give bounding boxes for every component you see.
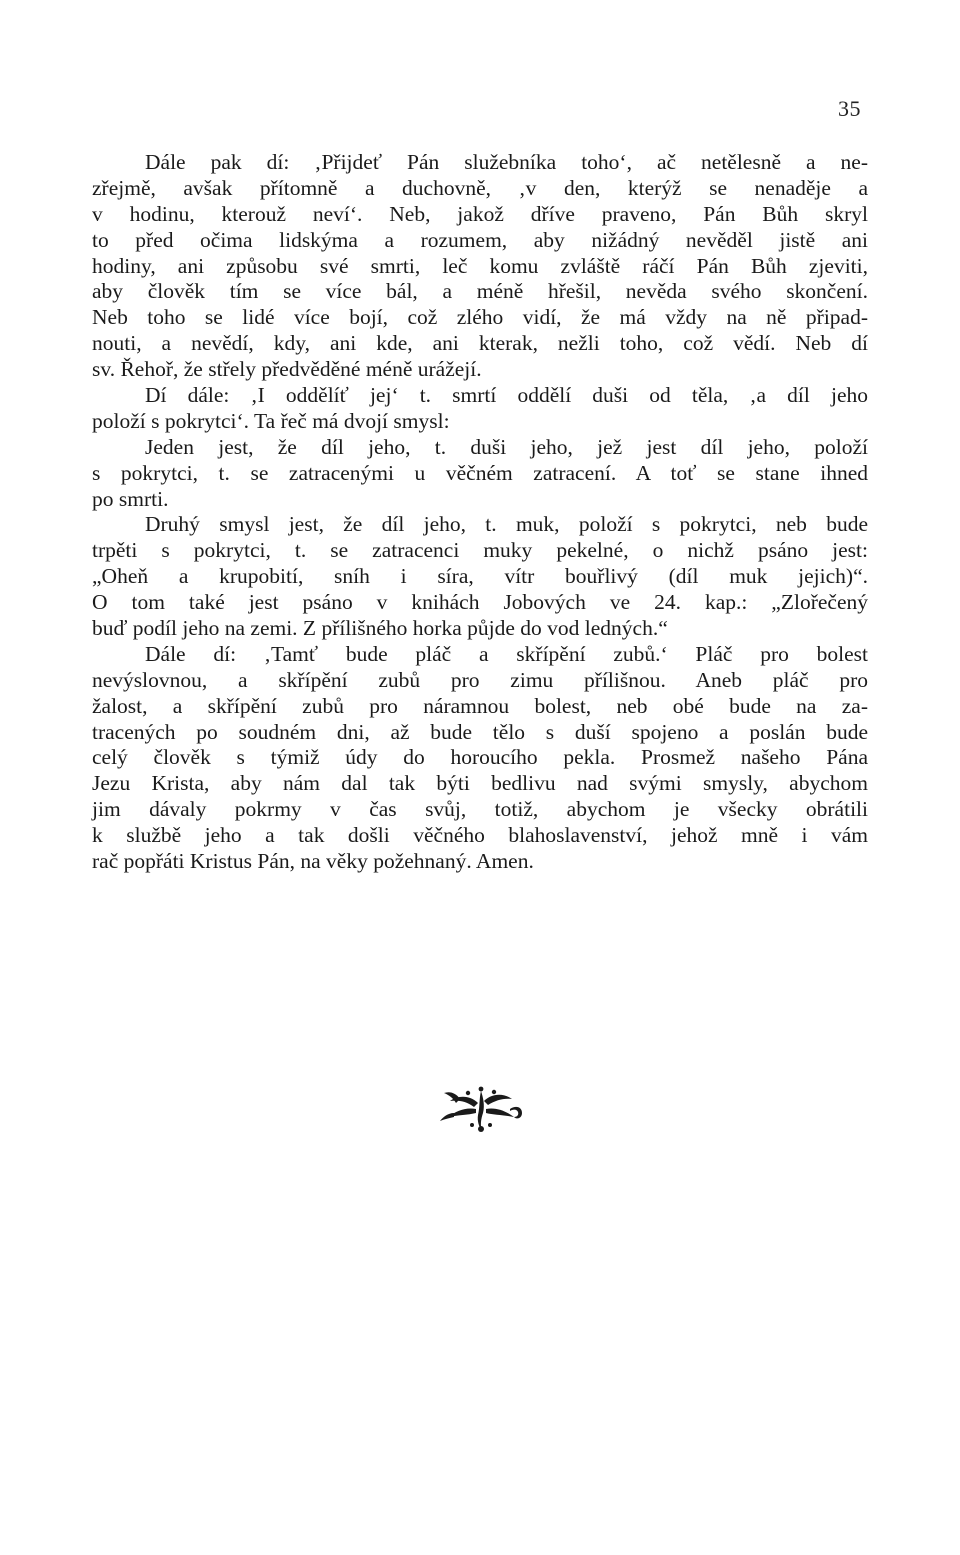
paragraph (92, 512, 868, 641)
text-line: hodiny, ani způsobu své smrti, leč komu zvláště ráčí Pán Bůh zjeviti, (92, 253, 868, 278)
text-line: Dále pak dí: ‚Přijdeť Pán služebníka toho‘, ač netělesně a ne- (145, 150, 868, 174)
text-line: položí s pokrytci‘. Ta řeč má dvojí smysl: (92, 408, 450, 433)
text-line: zřejmě, avšak přítomně a duchovně, ‚v den, kterýž se nenaděje a (92, 175, 868, 200)
paragraph (92, 383, 868, 435)
text-line: trpěti s pokrytci, t. se zatracenci muky pekelné, o nichž psáno jest: (92, 538, 868, 563)
text-line: žalost, a skřípění zubů pro náramnou bolest, neb obé bude na za- (92, 693, 868, 718)
text-line: s pokrytci, t. se zatracenými u věčném zatracení. A toť se stane ihned (92, 460, 868, 485)
text-line: sv. Řehoř, že střely předvěděné méně urážejí. (92, 357, 482, 382)
paragraph (92, 150, 868, 383)
text-line: rač popřáti Kristus Pán, na věky požehnaný. Amen. (92, 849, 534, 874)
floral-vignette-icon (438, 1085, 524, 1135)
text-line: O tom také jest psáno v knihách Jobových ve 24. kap.: „Zlořečený (92, 590, 868, 615)
text-line: buď podíl jeho na zemi. Z přílišného horka půjde do vod ledných.“ (92, 616, 668, 641)
body-text (92, 150, 868, 875)
paragraph (92, 642, 868, 875)
text-line: tracených po soudném dni, až bude tělo s duší spojeno a poslán bude (92, 719, 868, 744)
text-line: aby člověk tím se více bál, a méně hřešil, nevěda svého skončení. (92, 279, 868, 304)
text-line: Jeden jest, že díl jeho, t. duši jeho, jež jest díl jeho, položí (145, 434, 868, 459)
text-line: celý člověk s týmiž údy do horoucího pekla. Prosmež našeho Pána (92, 745, 868, 770)
text-line: Dí dále: ‚I oddělíť jej‘ t. smrtí oddělí duši od těla, ‚a díl jeho (145, 383, 868, 408)
text-line: nevýslovnou, a skřípění zubů pro zimu přílišnou. Aneb pláč pro (92, 667, 868, 692)
text-line: v hodinu, kterouž neví‘. Neb, jakož dříve praveno, Pán Bůh skryl (92, 201, 868, 226)
text-line: Dále dí: ‚Tamť bude pláč a skřípění zubů.‘ Pláč pro bolest (145, 641, 868, 666)
text-line: Druhý smysl jest, že díl jeho, t. muk, položí s pokrytci, neb bude (145, 512, 868, 537)
text-line: „Oheň a krupobití, sníh i síra, vítr bouřlivý (díl muk jejich)“. (92, 564, 868, 589)
text-line: po smrti. (92, 486, 169, 511)
text-line: Neb toho se lidé více bojí, což zlého vidí, že má vždy na ně připad- (92, 305, 868, 330)
page-number: 35 (838, 96, 861, 121)
paragraph (92, 435, 868, 513)
text-line: nouti, a nevědí, kdy, ani kde, ani kterak, nežli toho, což vědí. Neb dí (92, 331, 868, 356)
text-line: jim dávaly pokrmy v čas svůj, totiž, abychom je všecky obrátili (92, 797, 868, 822)
text-line: to před očima lidskýma a rozumem, aby nižádný nevěděl jistě ani (92, 227, 868, 252)
text-line: k službě jeho a tak došli věčného blahoslavenství, jehož mně i vám (92, 823, 868, 848)
text-line: Jezu Krista, aby nám dal tak býti bedlivu nad svými smysly, abychom (92, 771, 868, 796)
